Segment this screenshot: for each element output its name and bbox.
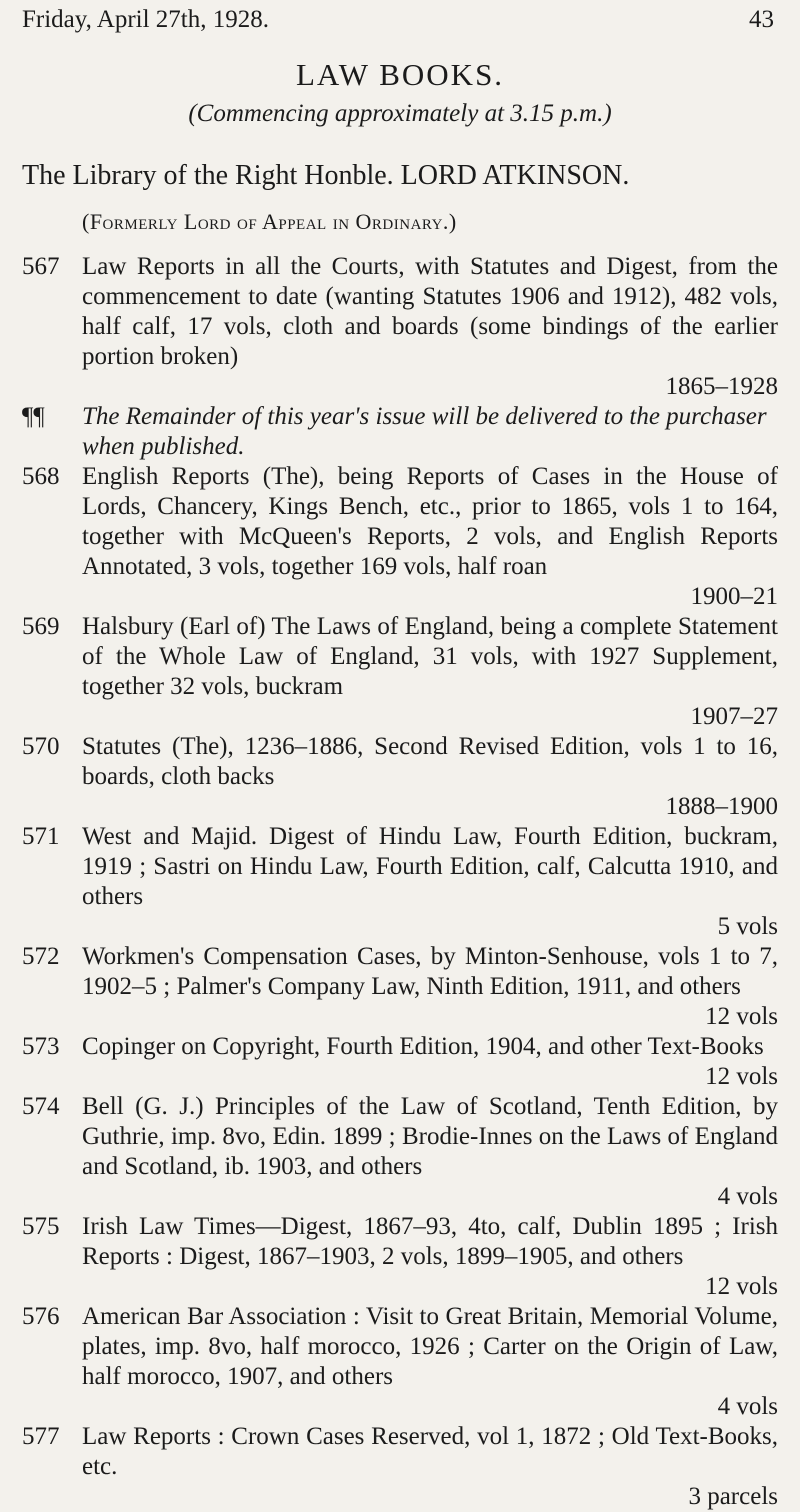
header-date: Friday, April 27th, 1928.: [22, 6, 269, 33]
lot-number: 570: [22, 733, 60, 760]
lot-575: [22, 1212, 778, 1302]
lot-description: Law Reports : Crown Cases Reserved, vol 1, 1872 ; Old Text-Books, etc.: [82, 1423, 778, 1480]
lot-quantity: 5 vols: [717, 913, 778, 940]
lot-number: 568: [22, 463, 60, 490]
lot-572: [22, 942, 778, 1032]
lot-description: Law Reports in all the Courts, with Statutes and Digest, from the commencement to date (wanting Statutes 1906 and 1912), 482 vols, half calf, 17 vols, cloth and boards (some bindings of the earlier portion broken): [82, 253, 778, 370]
lot-number: 571: [22, 823, 60, 850]
page-number: 43: [749, 6, 774, 33]
lot-description: English Reports (The), being Reports of Cases in the House of Lords, Chancery, Kings Bench, etc., prior to 1865, vols 1 to 164, together with McQueen's Reports, 2 vols, and English Reports Annotated, 3 vols, together 169 vols, half roan: [82, 463, 778, 580]
note-text: The Remainder of this year's issue will be delivered to the purchaser when published.: [82, 403, 767, 460]
lot-number: 567: [22, 253, 60, 280]
lot-567: [22, 252, 778, 402]
lot-quantity: 12 vols: [705, 1003, 778, 1030]
lot-571: [22, 822, 778, 942]
lot-description: Bell (G. J.) Principles of the Law of Scotland, Tenth Edition, by Guthrie, imp. 8vo, Edin. 1899 ; Brodie-Innes on the Laws of England and Scotland, ib. 1903, and others: [82, 1093, 778, 1180]
lot-574: [22, 1092, 778, 1212]
lot-573: [22, 1032, 778, 1092]
lot-description: Irish Law Times—Digest, 1867–93, 4to, calf, Dublin 1895 ; Irish Reports : Digest, 1867–1903, 2 vols, 1899–1905, and others: [82, 1213, 778, 1270]
lot-number: 574: [22, 1093, 60, 1120]
lot-number: 577: [22, 1423, 60, 1450]
lot-quantity: 12 vols: [705, 1063, 778, 1090]
library-subheading: (Formerly Lord of Appeal in Ordinary.): [82, 209, 457, 234]
lot-quantity: 1907–27: [690, 703, 778, 730]
lot-number: 575: [22, 1213, 60, 1240]
lot-quantity: 3 parcels: [688, 1483, 778, 1510]
lot-description: Copinger on Copyright, Fourth Edition, 1904, and other Text-Books: [82, 1033, 764, 1060]
lot-568: [22, 462, 778, 612]
lot-577: [22, 1422, 778, 1512]
lot-number: 576: [22, 1303, 60, 1330]
lot-570: [22, 732, 778, 822]
lot-list: [22, 252, 778, 1512]
lot-569: [22, 612, 778, 732]
lot-description: Statutes (The), 1236–1886, Second Revised Edition, vols 1 to 16, boards, cloth backs: [82, 733, 778, 790]
pilcrow-mark: ¶¶: [22, 403, 45, 430]
lot-number: 572: [22, 943, 60, 970]
lot-quantity: 4 vols: [717, 1183, 778, 1210]
lot-number: 573: [22, 1033, 60, 1060]
lot-description: Halsbury (Earl of) The Laws of England, being a complete Statement of the Whole Law of England, 31 vols, with 1927 Supplement, together 32 vols, buckram: [82, 613, 778, 700]
lot-quantity: 1888–1900: [665, 793, 778, 820]
lot-quantity: 1900–21: [690, 583, 778, 610]
lot-description: Workmen's Compensation Cases, by Minton-Senhouse, vols 1 to 7, 1902–5 ; Palmer's Company Law, Ninth Edition, 1911, and others: [82, 943, 778, 1000]
delivery-note: [22, 402, 778, 462]
lot-description: American Bar Association : Visit to Great Britain, Memorial Volume, plates, imp. 8vo, half morocco, 1926 ; Carter on the Origin of Law, half morocco, 1907, and others: [82, 1303, 778, 1390]
sale-title: LAW BOOKS.: [295, 57, 505, 92]
lot-quantity: 12 vols: [705, 1273, 778, 1300]
lot-quantity: 4 vols: [717, 1393, 778, 1420]
lot-number: 569: [22, 613, 60, 640]
lot-quantity: 1865–1928: [665, 373, 778, 400]
lot-576: [22, 1302, 778, 1422]
running-header: [22, 4, 774, 36]
library-heading: The Library of the Right Honble. LORD ATKINSON.: [22, 160, 630, 191]
sale-subtitle: (Commencing approximately at 3.15 p.m.): [188, 100, 612, 127]
lot-description: West and Majid. Digest of Hindu Law, Fourth Edition, buckram, 1919 ; Sastri on Hindu Law, Fourth Edition, calf, Calcutta 1910, and others: [82, 823, 778, 910]
